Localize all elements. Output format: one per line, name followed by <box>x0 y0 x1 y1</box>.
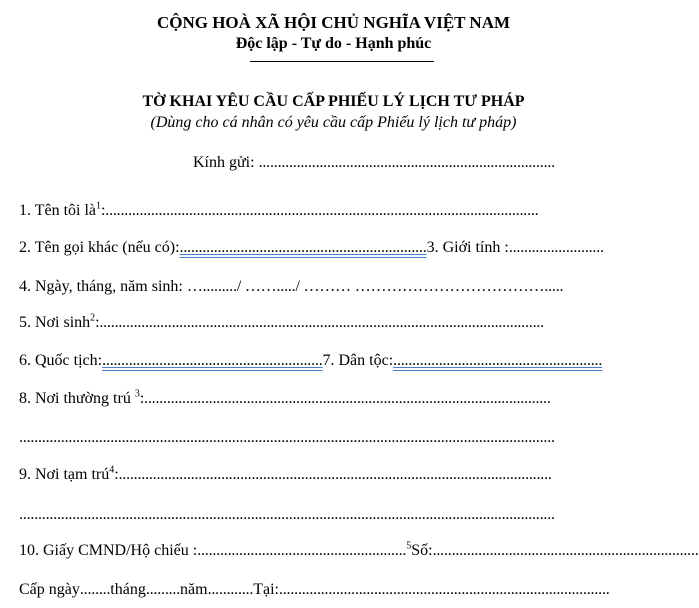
motto-underline <box>250 61 434 62</box>
issue-year-field[interactable]: ............ <box>207 581 254 598</box>
field-5-row <box>19 313 625 333</box>
field-4-row <box>19 277 625 297</box>
id-number-label: Số: <box>411 542 433 559</box>
id-document-label: 10. Giấy CMND/Hộ chiếu : <box>19 542 198 559</box>
birth-date-label: 4. Ngày, tháng, năm sinh: <box>19 278 183 295</box>
field-2-3-row <box>19 238 625 258</box>
addressee-row <box>193 153 593 173</box>
other-name-field[interactable]: ................................................................. <box>179 239 427 256</box>
ethnicity-field[interactable]: ....................................................... <box>393 352 603 369</box>
issue-place-label: Tại: <box>253 581 279 598</box>
id-number-field[interactable]: ...................................................................... <box>432 542 699 559</box>
gender-field[interactable]: ......................... <box>508 239 604 256</box>
issue-day-field[interactable]: ........ <box>79 581 111 598</box>
national-title: CỘNG HOÀ XÃ HỘI CHỦ NGHĨA VIỆT NAM <box>156 13 511 32</box>
form-title: TỜ KHAI YÊU CẦU CẤP PHIẾU LÝ LỊCH TƯ PHÁP <box>142 93 525 110</box>
full-name-label: 1. Tên tôi là <box>19 202 97 219</box>
issue-row <box>19 580 625 600</box>
footnote-5-marker: 5 <box>406 540 412 552</box>
permanent-residence-label: 8. Nơi thường trú <box>19 390 131 407</box>
nationality-field[interactable]: .......................................................... <box>102 352 323 369</box>
field-6-7-row <box>19 351 625 371</box>
issue-month-field[interactable]: ......... <box>145 581 181 598</box>
id-document-type-field[interactable]: ....................................................... <box>197 542 407 559</box>
issue-date-label: Cấp ngày <box>19 581 80 598</box>
full-name-field[interactable]: :.................................................................................................................. <box>101 202 539 219</box>
footnote-4-marker: 4 <box>109 464 115 476</box>
field-10-row <box>19 540 699 561</box>
field-9-continuation-row <box>19 505 625 525</box>
field-9-row <box>19 465 625 485</box>
other-name-label: 2. Tên gọi khác (nếu có): <box>19 239 180 256</box>
gender-label: 3. Giới tính : <box>426 239 509 256</box>
birth-date-field[interactable]: …........./ ……...../ ……… ………………………………..... <box>186 278 564 295</box>
field-1-row <box>19 201 625 221</box>
field-8-row <box>19 389 625 409</box>
nationality-label: 6. Quốc tịch: <box>19 352 103 369</box>
birth-place-field[interactable]: :..................................................................................................................... <box>95 314 544 331</box>
temporary-residence-field-continued[interactable]: ............................................................................................................................................. <box>19 506 555 523</box>
issue-month-label: tháng <box>110 581 146 598</box>
birth-place-label: 5. Nơi sinh <box>19 314 91 331</box>
footnote-3-marker: 3 <box>134 388 140 400</box>
motto: Độc lập - Tự do - Hạnh phúc <box>235 35 432 52</box>
footnote-2-marker: 2 <box>90 312 96 324</box>
form-subtitle: (Dùng cho cá nhân có yêu cầu cấp Phiếu lý lịch tư pháp) <box>150 114 517 131</box>
temporary-residence-field[interactable]: :.................................................................................................................. <box>114 466 552 483</box>
temporary-residence-label: 9. Nơi tạm trú <box>19 466 110 483</box>
addressee-field[interactable]: .............................................................................. <box>258 154 555 171</box>
footnote-1-marker: 1 <box>96 200 102 212</box>
permanent-residence-field[interactable]: :........................................................................................................... <box>139 390 551 407</box>
field-8-continuation-row <box>19 428 625 448</box>
issue-year-label: năm <box>180 581 208 598</box>
issue-place-field[interactable]: ....................................................................................... <box>278 581 610 598</box>
addressee-label: Kính gửi: <box>193 154 255 171</box>
permanent-residence-field-continued[interactable]: ............................................................................................................................................. <box>19 429 555 446</box>
ethnicity-label: 7. Dân tộc: <box>322 352 394 369</box>
